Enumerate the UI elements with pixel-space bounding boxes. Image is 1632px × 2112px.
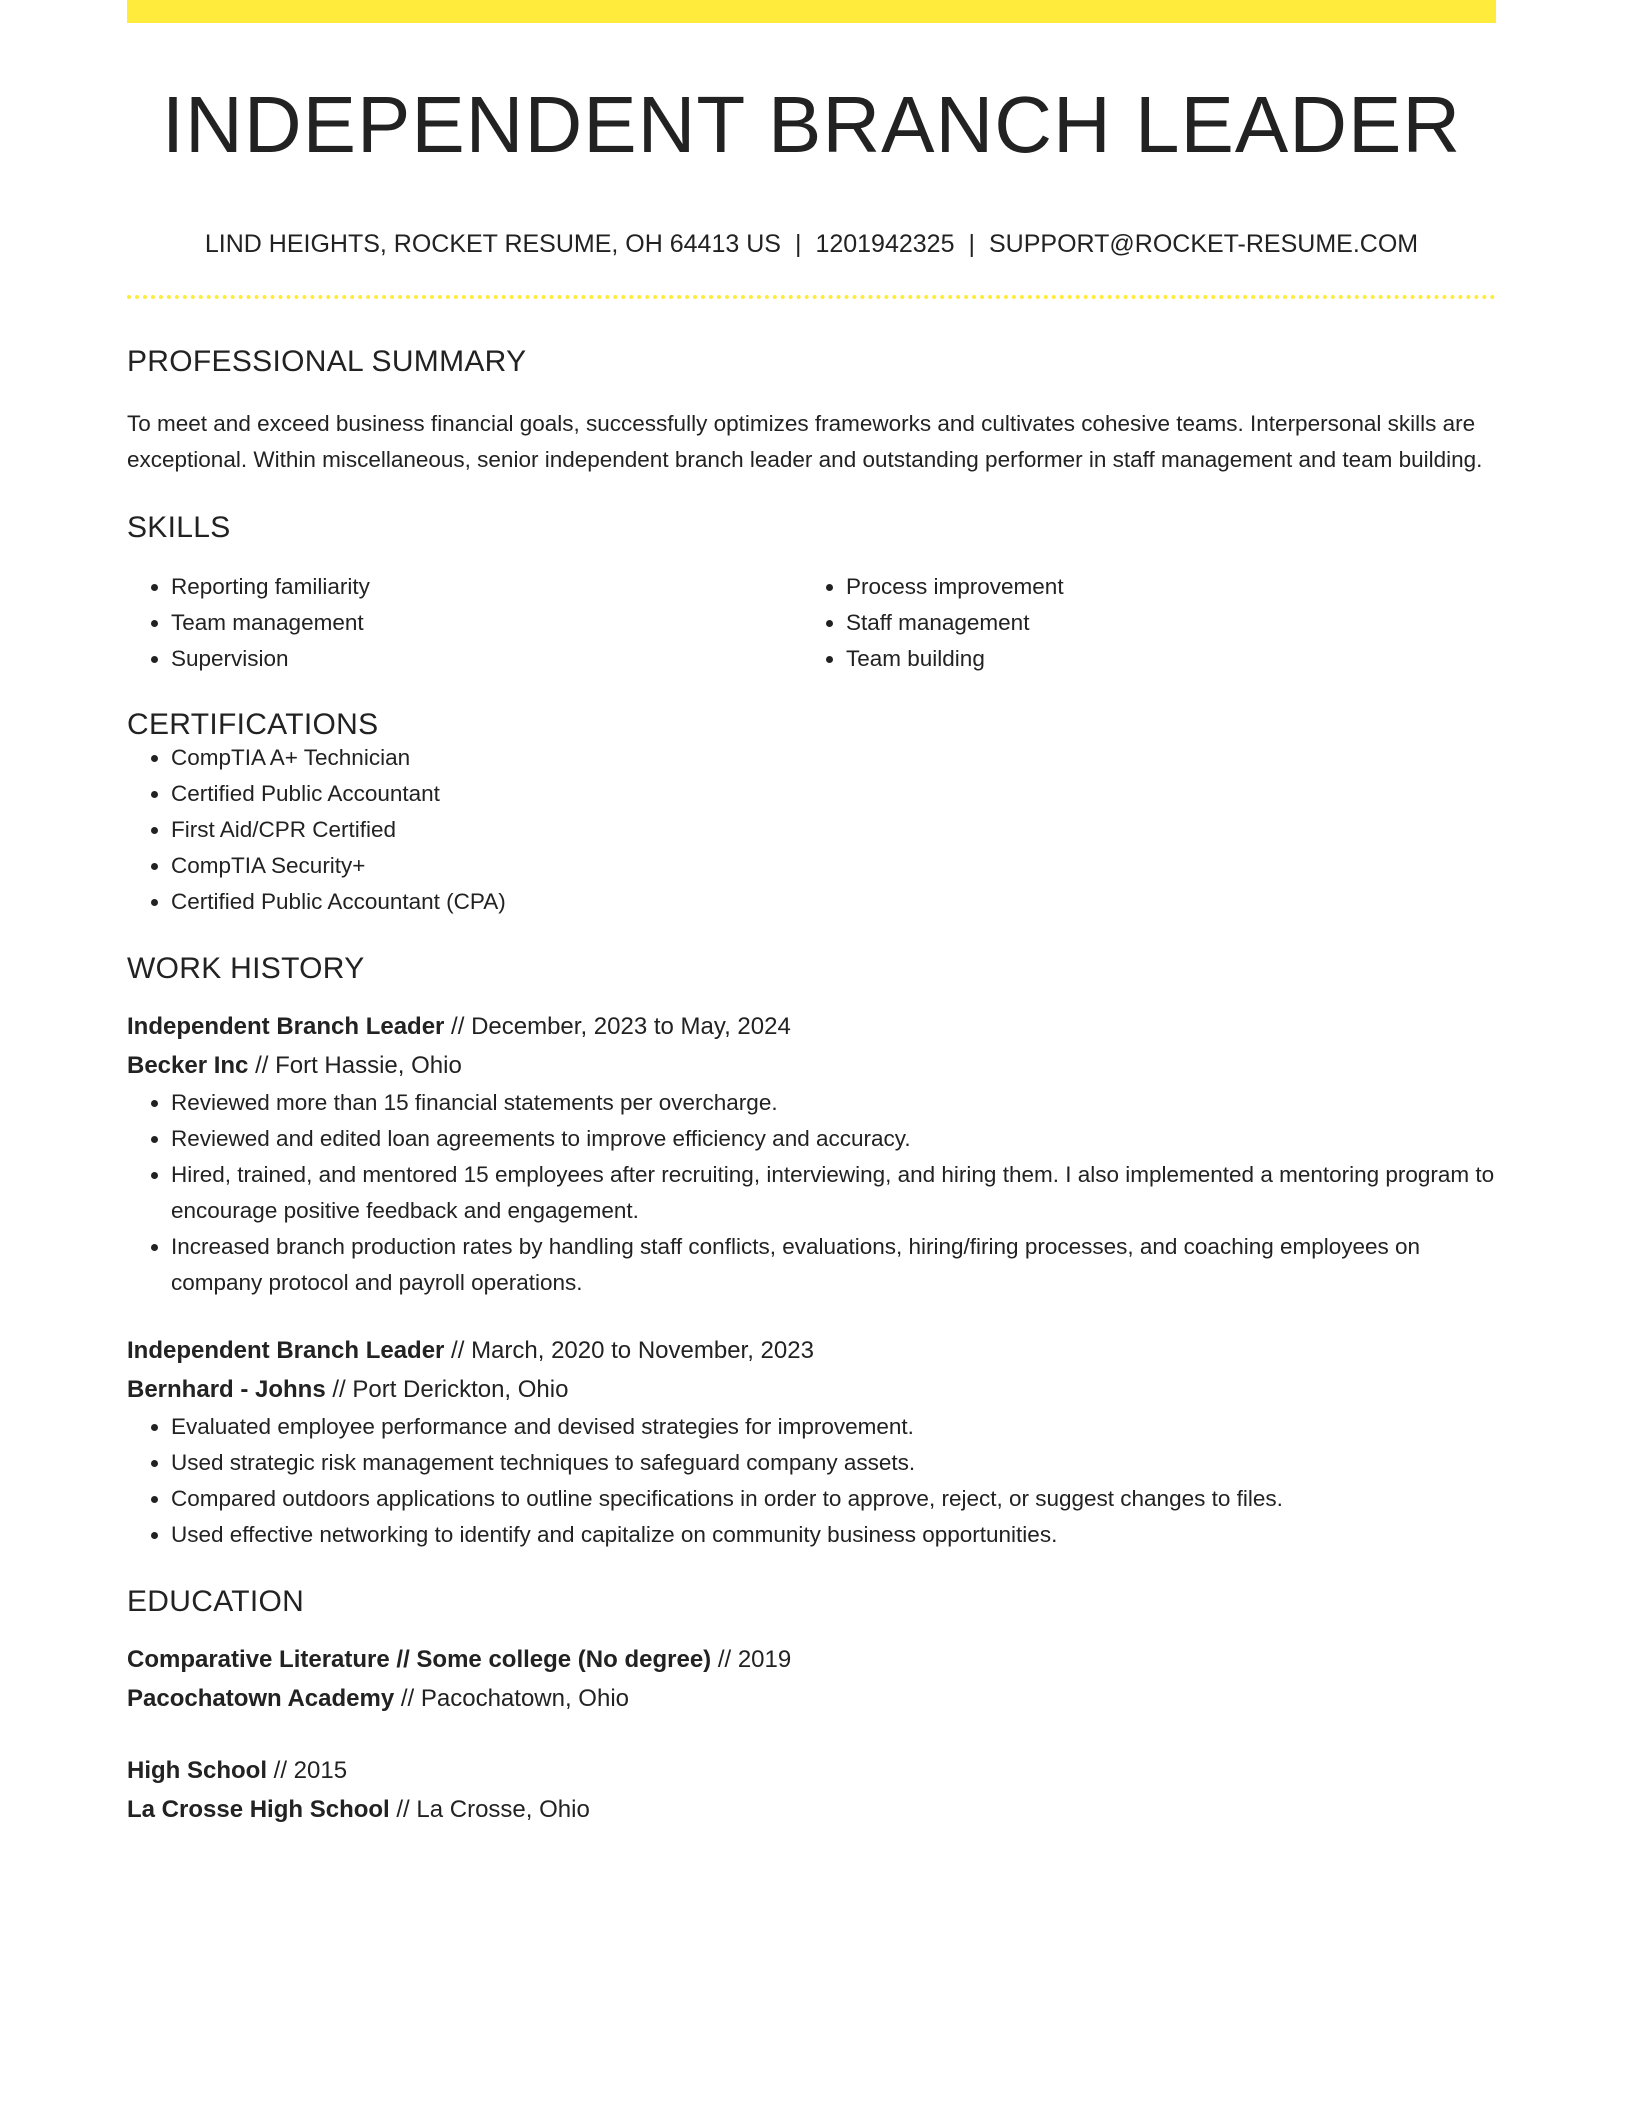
contact-separator: | <box>794 230 802 258</box>
education-location: // Pacochatown, Ohio <box>394 1684 629 1712</box>
certifications-list <box>127 740 1496 920</box>
skills-section-title: SKILLS <box>127 511 231 544</box>
resume-name-heading: INDEPENDENT BRANCH LEADER <box>161 80 1462 169</box>
work-history-section-title: WORK HISTORY <box>127 952 365 985</box>
job-role-line <box>127 1332 1496 1371</box>
job-entry <box>127 1332 1496 1553</box>
job-bullet: • Used effective networking to identify and capitalize on community business opportunities. <box>171 1517 1496 1553</box>
education-year: // 2015 <box>267 1757 348 1784</box>
skill-item: • Team management <box>171 605 802 641</box>
certification-item: • CompTIA Security+ <box>171 848 1496 884</box>
contact-separator: | <box>968 230 975 258</box>
skill-item: • Process improvement <box>846 569 1477 605</box>
education-degree-line <box>127 1752 1496 1791</box>
job-entry <box>127 1008 1496 1301</box>
education-school: La Crosse High School <box>127 1795 390 1823</box>
skill-item: • Supervision <box>171 641 802 677</box>
contact-line <box>127 232 1496 257</box>
certification-item: • CompTIA A+ Technician <box>171 740 1496 776</box>
education-degree: Comparative Literature // Some college (No degree) <box>127 1646 712 1673</box>
certifications-section-title: CERTIFICATIONS <box>127 708 379 741</box>
contact-address: LIND HEIGHTS, ROCKET RESUME, OH 64413 US <box>204 230 781 258</box>
job-role: Independent Branch Leader <box>127 1337 445 1364</box>
education-year: // 2019 <box>711 1646 792 1673</box>
job-bullets <box>127 1085 1496 1301</box>
job-bullet: • Reviewed more than 15 financial statements per overcharge. <box>171 1085 1496 1121</box>
job-bullets <box>127 1409 1496 1553</box>
dotted-divider <box>127 295 1496 299</box>
job-bullet: • Evaluated employee performance and devised strategies for improvement. <box>171 1409 1496 1445</box>
job-company: Becker Inc <box>127 1051 249 1079</box>
job-location: // Port Derickton, Ohio <box>325 1375 569 1403</box>
skills-grid <box>127 569 1496 677</box>
job-role: Independent Branch Leader <box>127 1013 445 1040</box>
contact-email: SUPPORT@ROCKET-RESUME.COM <box>988 230 1419 258</box>
job-company-line <box>127 1047 1496 1086</box>
job-dates: // March, 2020 to November, 2023 <box>444 1337 814 1364</box>
resume-page <box>127 0 1496 1829</box>
summary-section-title: PROFESSIONAL SUMMARY <box>127 345 527 378</box>
job-bullet: • Compared outdoors applications to outline specifications in order to approve, reject, or suggest changes to files. <box>171 1481 1496 1517</box>
skill-item: • Team building <box>846 641 1477 677</box>
job-bullet: • Used strategic risk management techniques to safeguard company assets. <box>171 1445 1496 1481</box>
job-bullet: • Reviewed and edited loan agreements to improve efficiency and accuracy. <box>171 1121 1496 1157</box>
certification-item: • Certified Public Accountant <box>171 776 1496 812</box>
job-role-line <box>127 1008 1496 1047</box>
certification-item: • Certified Public Accountant (CPA) <box>171 884 1496 920</box>
job-bullet: • Hired, trained, and mentored 15 employees after recruiting, interviewing, and hiring them. I also implemented a mentoring program to encourage positive feedback and engagement. <box>171 1157 1496 1229</box>
education-degree-line <box>127 1641 1496 1680</box>
summary-text: To meet and exceed business financial goals, successfully optimizes frameworks and cultivates cohesive teams. Interpersonal skills are exceptional. Within miscellaneous, senior independent branch leader and outstanding performer in staff management and team building. <box>127 411 1483 472</box>
contact-phone: 1201942325 <box>815 230 955 258</box>
education-school: Pacochatown Academy <box>127 1684 395 1712</box>
skill-item: • Staff management <box>846 605 1477 641</box>
education-section-title: EDUCATION <box>127 1585 305 1618</box>
accent-top-bar <box>127 0 1496 23</box>
education-degree: High School <box>127 1757 267 1784</box>
job-company-line <box>127 1371 1496 1410</box>
certification-item: • First Aid/CPR Certified <box>171 812 1496 848</box>
education-location: // La Crosse, Ohio <box>389 1795 590 1823</box>
skills-list-left <box>127 569 802 677</box>
education-entry <box>127 1752 1496 1829</box>
skill-item: • Reporting familiarity <box>171 569 802 605</box>
job-location: // Fort Hassie, Ohio <box>248 1051 462 1079</box>
skills-list-right <box>802 569 1477 677</box>
education-school-line <box>127 1791 1496 1830</box>
job-dates: // December, 2023 to May, 2024 <box>444 1013 791 1040</box>
education-entry <box>127 1641 1496 1718</box>
education-school-line <box>127 1680 1496 1719</box>
job-company: Bernhard - Johns <box>127 1375 326 1403</box>
job-bullet: • Increased branch production rates by handling staff conflicts, evaluations, hiring/firing processes, and coaching employees on company protocol and payroll operations. <box>171 1229 1496 1301</box>
